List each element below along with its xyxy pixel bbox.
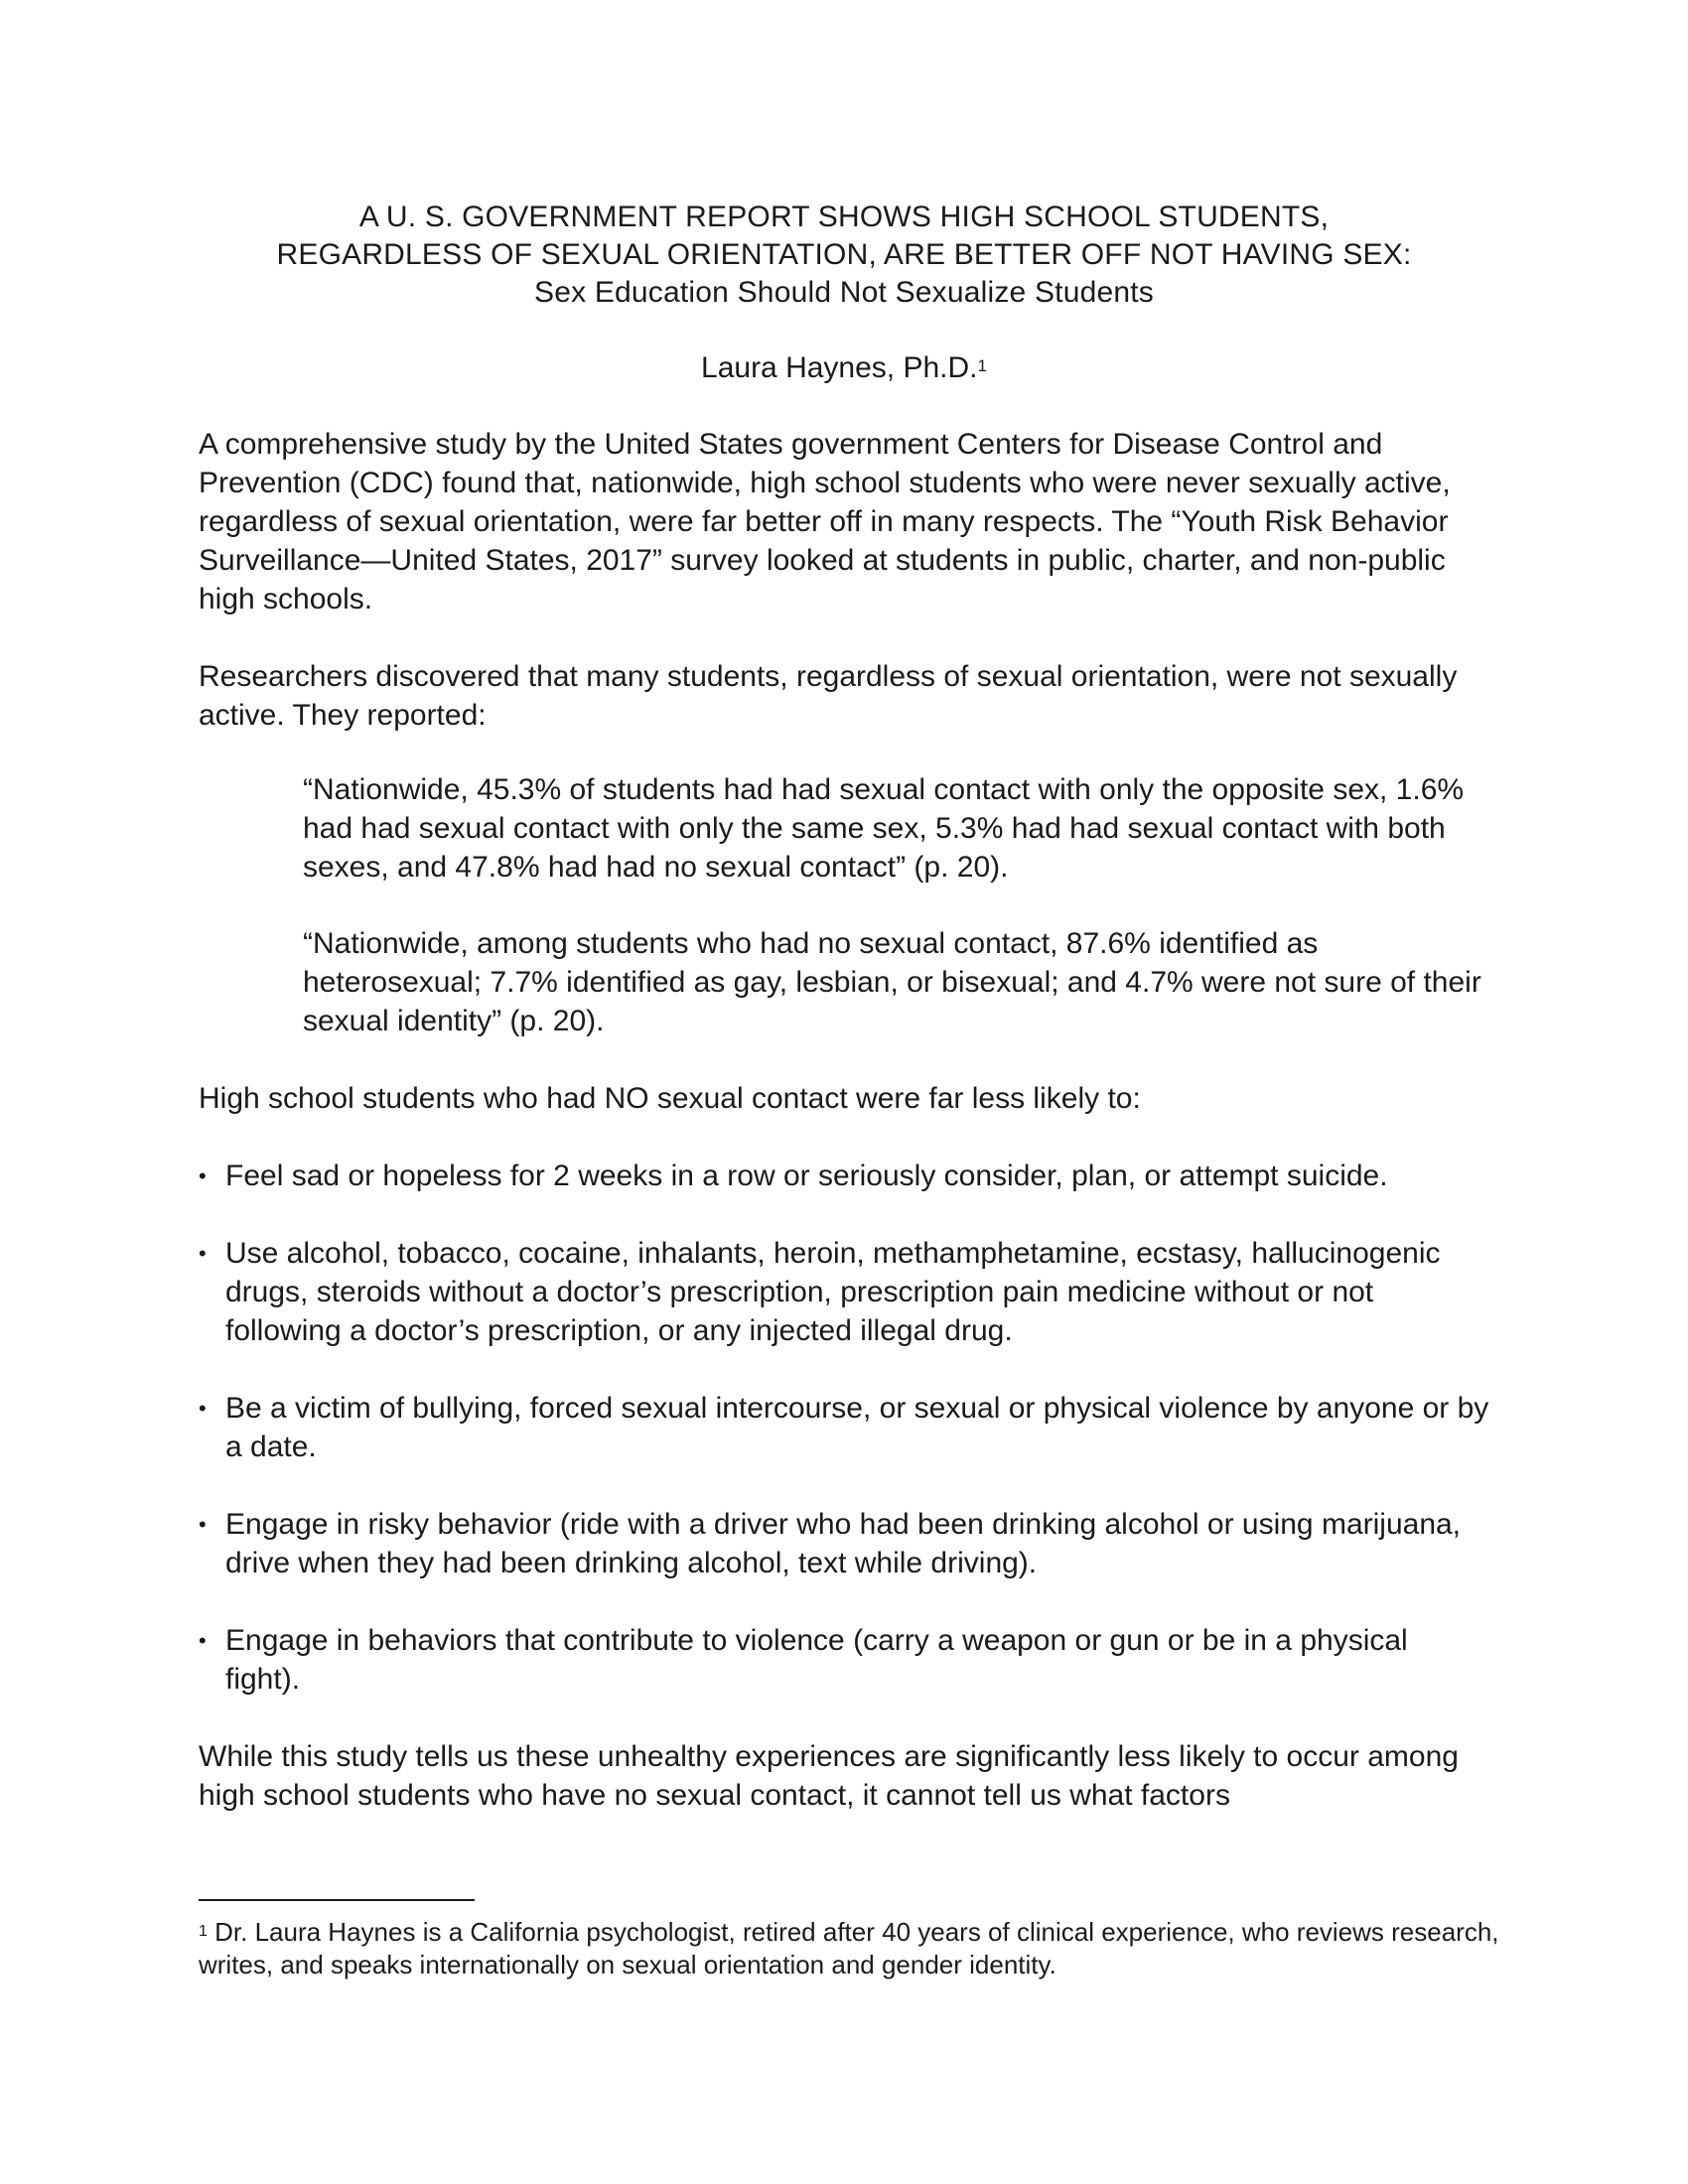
bullet-icon: • [199,1241,207,1266]
list-item-text: Feel sad or hopeless for 2 weeks in a row or seriously consider, plan, or attempt suicide. [225,1160,1388,1192]
footnote-divider [199,1899,475,1901]
footnote [199,1916,1499,1981]
block-quote: “Nationwide, 45.3% of students had had sexual contact with only the opposite sex, 1.6% had had sexual contact with only the same sex, 5.3% had had sexual contact with both sexes, and 47.8% had had no sexual contact” (p. 20). [303,773,1465,884]
intro-paragraph: A comprehensive study by the United States government Centers for Disease Control and Prevention (CDC) found that, nationwide, high school students who were never sexually active, regardless of sexual orientation, were far better off in many respects. The “Youth Risk Behavior Surveillance—United States, 2017” survey looked at students in public, charter, and non-public high schools. [199,428,1451,615]
block-quote: “Nationwide, among students who had no sexual contact, 87.6% identified as heterosexual; 7.7% identified as gay, lesbian, or bisexual; and 4.7% were not sure of their sexual identity” (p. 20). [303,927,1481,1037]
title-line-1: A U. S. GOVERNMENT REPORT SHOWS HIGH SCHOOL STUDENTS, [358,201,1330,233]
bullet-list [199,1157,1489,1699]
list-item-text: Engage in risky behavior (ride with a driver who had been drinking alcohol or using marijuana, drive when they had been drinking alcohol, text while driving). [225,1508,1462,1579]
bullet-icon: • [199,1628,207,1653]
list-item [199,1157,1489,1195]
list-item-text: Engage in behaviors that contribute to violence (carry a weapon or gun or be in a physical fight). [225,1624,1408,1696]
list-item [199,1234,1489,1350]
list-item [199,1621,1489,1699]
author-name: Laura Haynes, Ph.D. [701,351,978,384]
bullet-icon: • [199,1396,207,1421]
title-line-2: REGARDLESS OF SEXUAL ORIENTATION, ARE BETTER OFF NOT HAVING SEX: [276,238,1412,271]
lead-in-paragraph: High school students who had NO sexual contact were far less likely to: [199,1082,1141,1115]
list-item [199,1505,1489,1582]
footnote-text: Dr. Laura Haynes is a California psychologist, retired after 40 years of clinical experience, who reviews research, writes, and speaks internationally on sexual orientation and gender identity. [199,1917,1499,1979]
footnote-marker: 1 [199,1923,208,1940]
list-item [199,1389,1489,1466]
bullet-icon: • [199,1163,207,1188]
document-subtitle: Sex Education Should Not Sexualize Students [534,276,1154,309]
closing-paragraph: While this study tells us these unhealthy experiences are significantly less likely to occur among high school students who have no sexual contact, it cannot tell us what factors [199,1740,1459,1812]
document-page [199,199,1489,1815]
document-title [199,199,1489,312]
list-item-text: Use alcohol, tobacco, cocaine, inhalants, heroin, methamphetamine, ecstasy, hallucinogenic drugs, steroids without a doctor’s prescription, prescription pain medicine without or not following a doctor’s prescription, or any injected illegal drug. [225,1237,1441,1347]
researchers-paragraph: Researchers discovered that many students, regardless of sexual orientation, were not sexually active. They reported: [199,660,1458,732]
bullet-icon: • [199,1512,207,1537]
footnote-reference[interactable]: 1 [977,356,987,375]
author-line [199,349,1489,387]
list-item-text: Be a victim of bullying, forced sexual intercourse, or sexual or physical violence by anyone or by a date. [225,1392,1489,1463]
